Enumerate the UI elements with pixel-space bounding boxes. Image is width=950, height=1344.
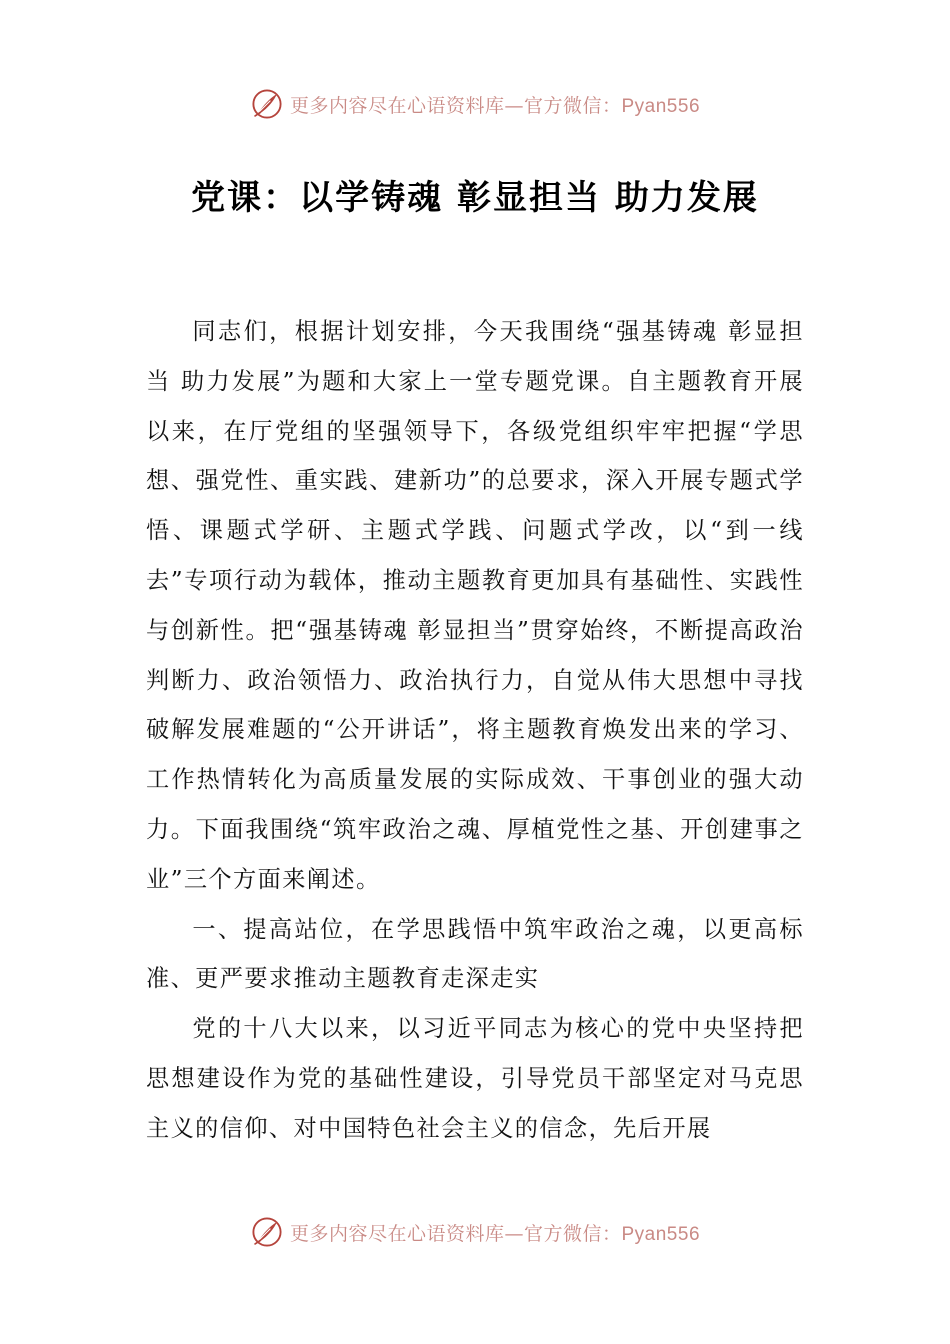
document-body [146, 307, 804, 1154]
watermark-text [290, 1219, 700, 1246]
feather-pen-icon [250, 1215, 284, 1249]
watermark-label: 更多内容尽在心语资料库—官方微信： [289, 94, 622, 117]
watermark-label: 更多内容尽在心语资料库—官方微信： [289, 1222, 622, 1245]
footer-watermark [0, 1212, 950, 1252]
document-title: 党课：以学铸魂 彰显担当 助力发展 [191, 178, 759, 218]
feather-pen-icon [250, 87, 284, 121]
watermark-account: Pyan556 [621, 1223, 701, 1245]
watermark-account: Pyan556 [621, 95, 701, 117]
paragraph-intro: 同志们，根据计划安排，今天我围绕“强基铸魂 彰显担当 助力发展”为题和大家上一堂专题党课。自主题教育开展以来，在厅党组的坚强领导下，各级党组织牢牢把握“学思想、强党性、重实践、建新功”的总要求，深入开展专题式学悟、课题式学研、主题式学践、问题式学改，以“到一线去”专项行动为载体，推动主题教育更加具有基础性、实践性与创新性。把“强基铸魂 彰显担当”贯穿始终，不断提高政治判断力、政治领悟力、政治执行力，自觉从伟大思想中寻找破解发展难题的“公开讲话”，将主题教育焕发出来的学习、工作热情转化为高质量发展的实际成效、干事创业的强大动力。下面我围绕“筑牢政治之魂、厚植党性之基、开创建事之业”三个方面来阐述。 [146, 318, 804, 893]
paragraph-body: 党的十八大以来，以习近平同志为核心的党中央坚持把思想建设作为党的基础性建设，引导党员干部坚定对马克思主义的信仰、对中国特色社会主义的信念，先后开展 [146, 1015, 804, 1142]
watermark-text [290, 91, 700, 118]
header-watermark [0, 84, 950, 124]
paragraph-section-heading: 一、提高站位，在学思践悟中筑牢政治之魂，以更高标准、更严要求推动主题教育走深走实 [146, 915, 804, 993]
